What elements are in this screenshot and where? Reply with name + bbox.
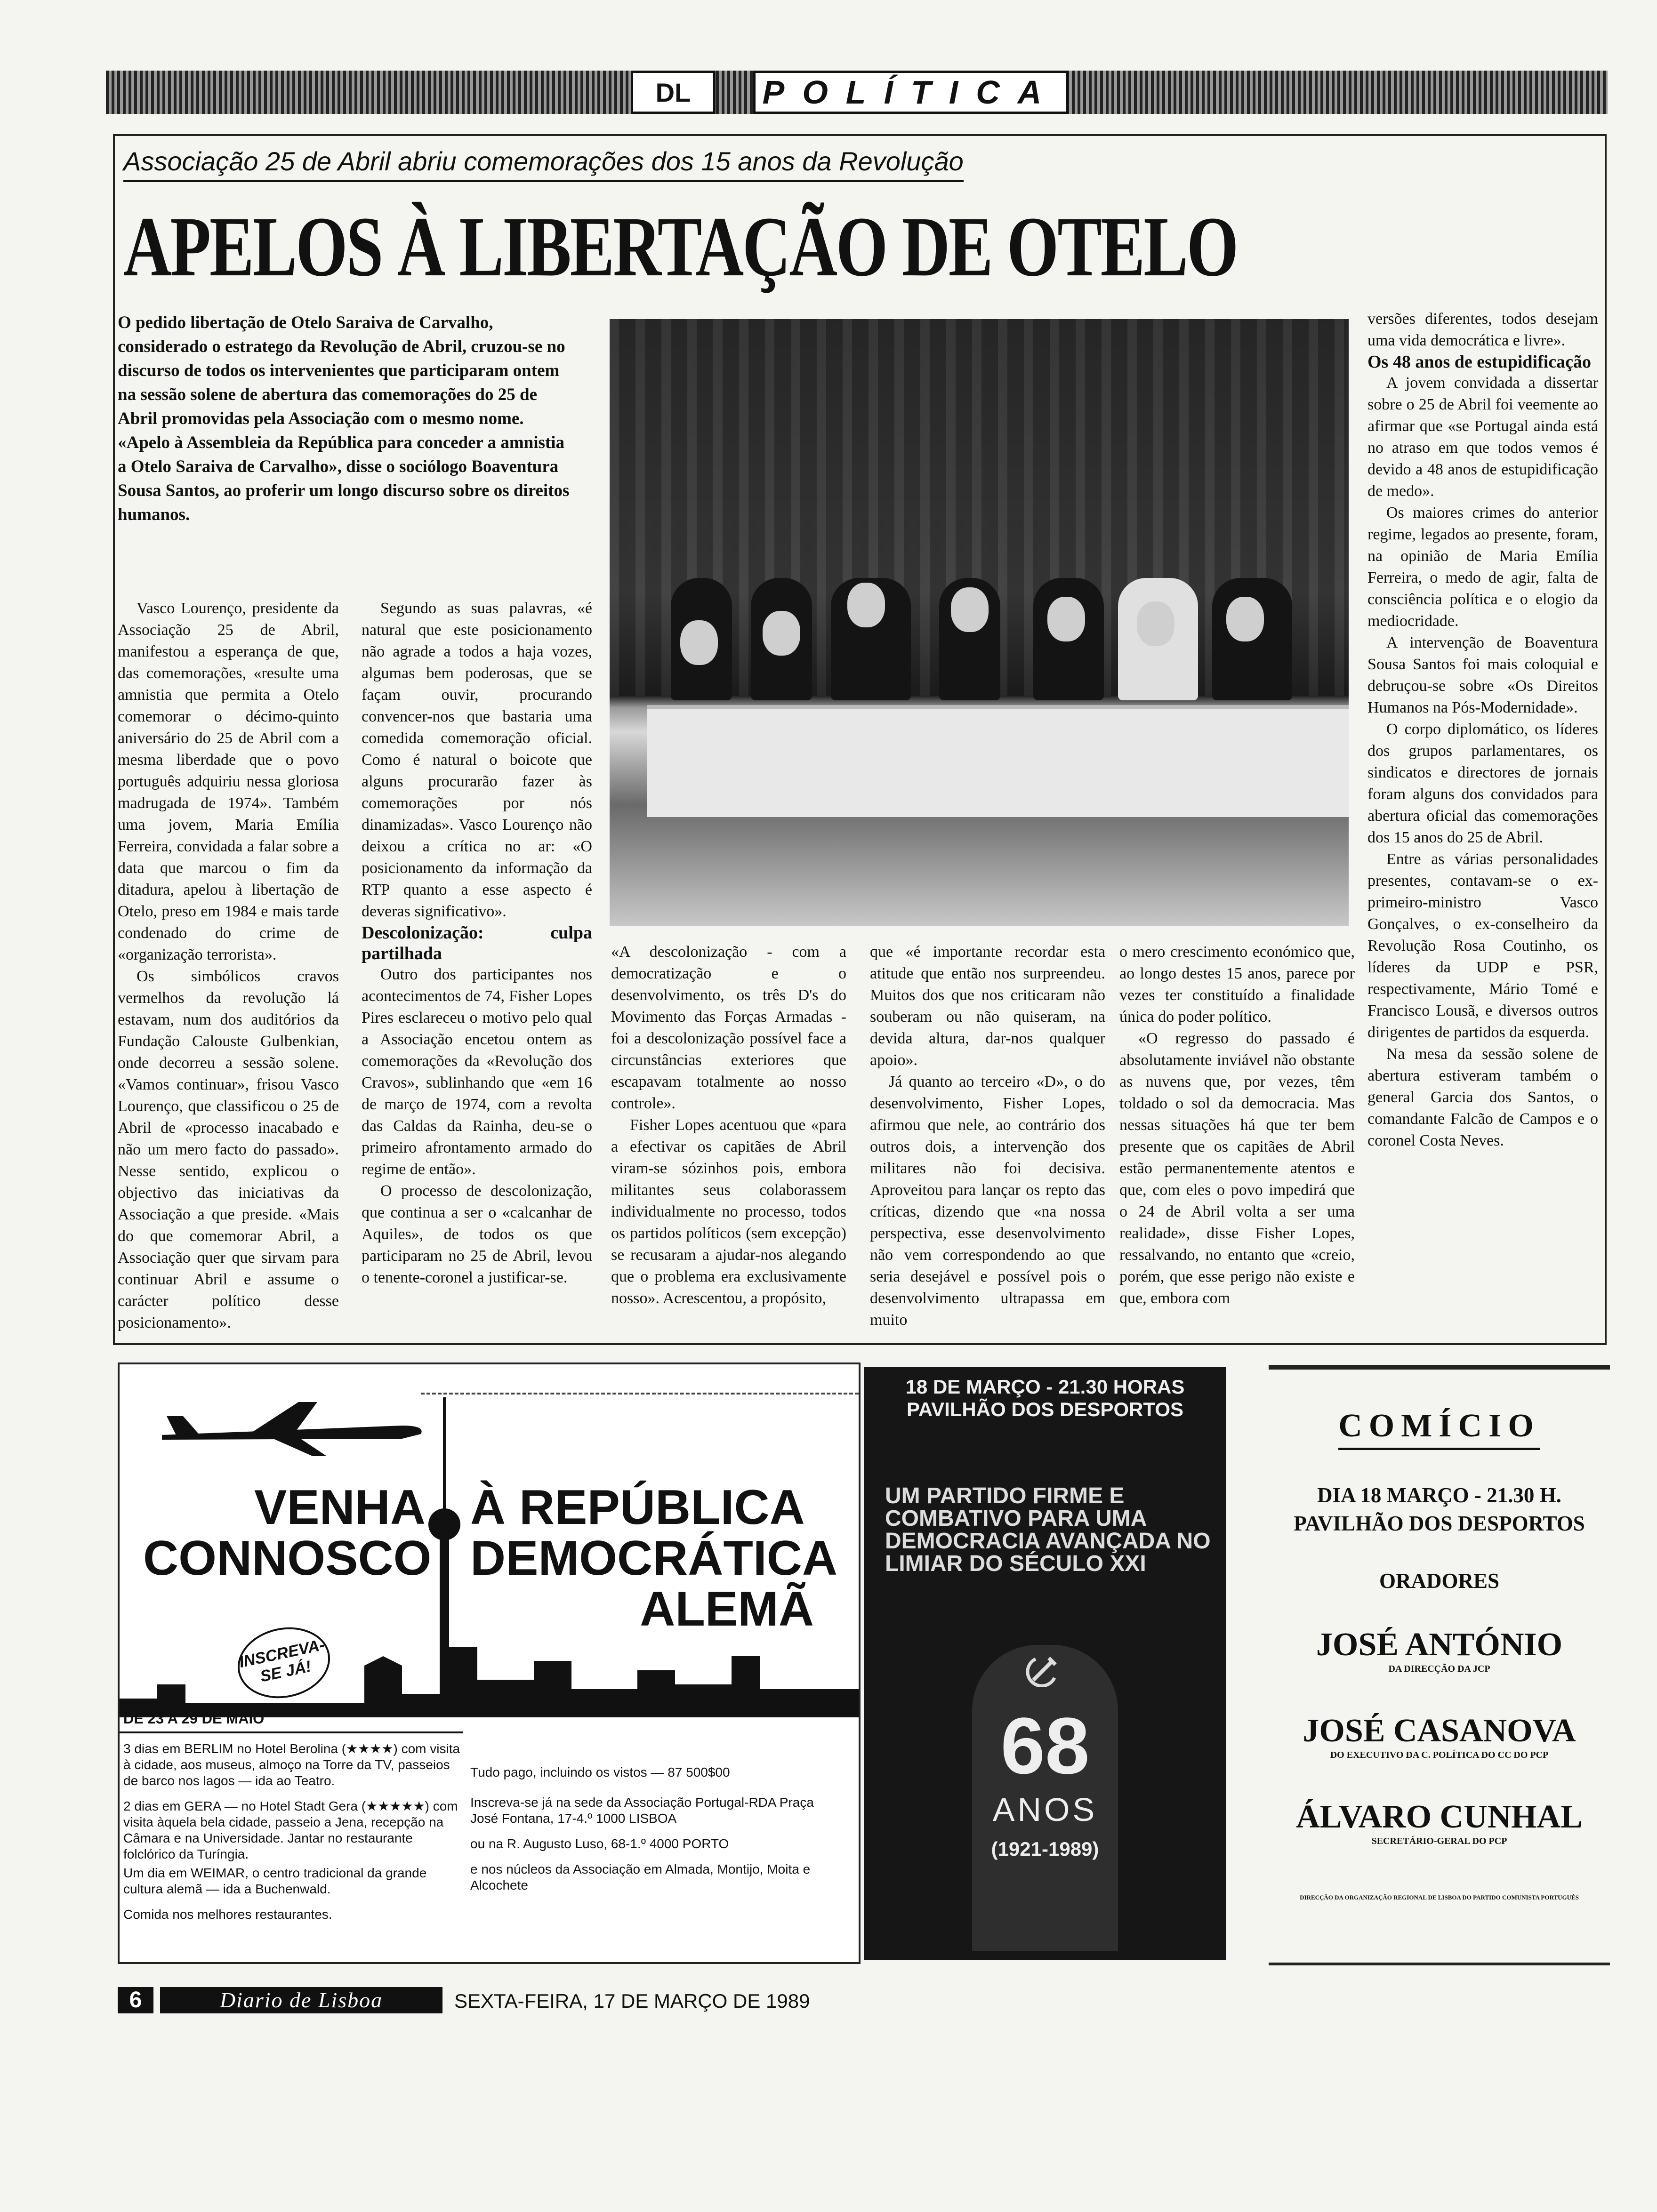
ad-travel-rda: [118, 1362, 861, 1964]
ad-title-line: CONNOSCO: [143, 1531, 432, 1586]
ad-dates: DE 23 A 29 DE MAIO: [123, 1710, 265, 1727]
paragraph: que «é importante recordar esta atitude que então nos surpreendeu. Muitos dos que nos criticaram não souberam ou não quiseram, na devida altura, dar-nos qualquer apoio».: [870, 943, 1105, 1069]
ad-right-list: [470, 1764, 837, 1893]
paragraph: O processo de descolonização, que continua a ser o «calcanhar de Aquiles», de todos os que participaram no 25 de Abril, levou o tenente-coronel a justificar-se.: [362, 1182, 592, 1286]
subhead: Descolonização: culpa partilhada: [362, 923, 592, 963]
years-range: (1921-1989): [991, 1838, 1099, 1860]
ad-party-anniversary: [864, 1367, 1226, 1960]
hammer-sickle-icon: [1026, 1650, 1064, 1687]
ad-item: Inscreva-se já na sede da Associação Portugal-RDA Praça José Fontana, 17-4.º 1000 LISBOA: [470, 1795, 814, 1826]
section-label: POLÍTICA: [753, 71, 1069, 114]
ad-title-line: À REPÚBLICA: [470, 1480, 805, 1535]
photo-face: [680, 620, 718, 665]
airplane-icon: [157, 1393, 430, 1459]
footer-date: SEXTA-FEIRA, 17 DE MARÇO DE 1989: [454, 1990, 810, 2012]
paragraph: Já quanto ao terceiro «D», o do desenvolvimento, Fisher Lopes, afirmou que nele, ao contrário dos outros dois, a intervenção dos militares não foi decisiva. Aproveitou para lançar os repto das críticas, dizendo que «na nossa perspectiva, esse desenvolvimento não vem correspondendo ao que seria desejável e possível pois o desenvolvimento ultrapassa em muito: [870, 1073, 1105, 1329]
article-column-2: [362, 598, 592, 1289]
speaker-role: DO EXECUTIVO DA C. POLÍTICA DO CC DO PCP: [1330, 1750, 1549, 1760]
city-skyline: [120, 1609, 859, 1717]
photo-face: [847, 583, 885, 627]
article-column-5: [1119, 941, 1355, 1309]
article-headline: APELOS À LIBERTAÇÃO DE OTELO: [123, 200, 1238, 294]
paragraph: «A descolonização - com a democratização e o desenvolvimento, os três D's do Movimento das Forças Armadas - foi a descolonização possível face a circunstâncias exteriores que escapavam totalmente ao nosso controle».: [611, 943, 846, 1112]
ad-title-line: DEMOCRÁTICA: [470, 1531, 837, 1586]
ad-item: ou na R. Augusto Luso, 68-1.º 4000 PORTO: [470, 1836, 729, 1851]
ad-left-list: [123, 1741, 462, 1923]
ad-item: Comida nos melhores restaurantes.: [123, 1907, 332, 1922]
paragraph: A intervenção de Boaventura Sousa Santos foi mais coloquial e debruçou-se sobre «Os Direitos Humanos na Pós-Modernidade».: [1367, 634, 1598, 716]
paragraph: O corpo diplomático, os líderes dos grupos parlamentares, os sindicatos e directores de jornais foram alguns dos convidados para abertura oficial das comemorações dos 15 anos do 25 de Abril.: [1367, 721, 1598, 846]
ad-item: e nos núcleos da Associação em Almada, Montijo, Moita e Alcochete: [470, 1862, 811, 1892]
photo-face: [1137, 601, 1174, 646]
article-column-4: [870, 941, 1105, 1331]
paragraph: Os maiores crimes do anterior regime, legados ao presente, foram, na opinião de Maria Emília Ferreira, o medo de agir, falta de consciência política e o elogio da mediocridade.: [1367, 504, 1598, 630]
ad-item: 3 dias em BERLIM no Hotel Berolina (★★★★) com visita à cidade, aos museus, almoço na Torre da TV, passeios de barco nos lagos — ida ao Teatro.: [123, 1741, 460, 1788]
signup-badge: INSCREVA-SE JÁ!: [231, 1619, 337, 1707]
divider: [120, 1731, 463, 1733]
article-kicker: Associação 25 de Abril abriu comemorações dos 15 anos da Revolução: [123, 146, 964, 182]
years-number: 68: [1000, 1701, 1090, 1791]
ad-item: Um dia em WEIMAR, o centro tradicional da grande cultura alemã — ida a Buchenwald.: [123, 1866, 427, 1896]
ad-when: [864, 1376, 1226, 1421]
ad-title-line: VENHA: [254, 1480, 426, 1535]
ad-item: 2 dias em GERA — no Hotel Stadt Gera (★★★★★) com visita àquela bela cidade, passeio a Jena, recepção na Câmara e na Universidade. Jantar no restaurante folclórico da Turíngia.: [123, 1799, 458, 1861]
paragraph: versões diferentes, todos desejam uma vida democrática e livre».: [1367, 310, 1598, 349]
page-number: 6: [118, 1987, 153, 2013]
dashed-rule: [421, 1393, 859, 1395]
rally-footer: DIRECÇÃO DA ORGANIZAÇÃO REGIONAL DE LISBOA DO PARTIDO COMUNISTA PORTUGUÊS: [1300, 1894, 1579, 1901]
speaker-name: ÁLVARO CUNHAL: [1296, 1799, 1583, 1835]
ad-line: PAVILHÃO DOS DESPORTOS: [906, 1398, 1184, 1420]
subhead: Os 48 anos de estupidificação: [1367, 352, 1592, 372]
paragraph: Vasco Lourenço, presidente da Associação 25 de Abril, manifestou a esperança de que, das comemorações, «resulte uma amnistia que permita a Otelo comemorar o décimo-quinto aniversário do 25 de Abril com a mesma liberdade que o povo português adquiriu nessa gloriosa madrugada de 1974». Também uma jovem, Maria Emília Ferreira, convidada a falar sobre a data que marcou o fim da ditadura, apelou à libertação de Otelo, preso em 1984 e mais tarde condenado do crime de «organização terrorista».: [118, 600, 339, 963]
paragraph: o mero crescimento económico que, ao longo destes 15 anos, parece por vezes ter constituído a finalidade única do poder político.: [1119, 943, 1355, 1026]
paragraph: Fisher Lopes acentuou que «para a efectivar os capitães de Abril viram-se sózinhos pois, embora militantes seus colaborassem individualmente no processo, todos os partidos políticos (sem excepção) se recusaram a ajudar-nos alegando que o problema era exclusivamente nosso». Acrescentou, a propósito,: [611, 1116, 846, 1307]
masthead-logo: DL: [631, 71, 716, 114]
ad-slogan: UM PARTIDO FIRME E COMBATIVO PARA UMA DEMOCRACIA AVANÇADA NO LIMIAR DO SÉCULO XXI: [885, 1483, 1211, 1576]
photo-face: [1047, 597, 1085, 641]
paragraph: «O regresso do passado é absolutamente inviável não obstante as nuvens que, por vezes, têm toldado o sol da democracia. Mas nessas situações há que ter bem presente que os capitães de Abril estão permanentemente atentos e que, com eles o povo impedirá que o 24 de Abril volta a ser uma realidade», disse Fisher Lopes, ressalvando, no entanto que «creio, porém, que esse perigo não existe e que, embora com: [1119, 1030, 1355, 1307]
photo-table: [647, 705, 1349, 817]
speakers-label: ORADORES: [1379, 1569, 1500, 1593]
article-column-6: [1367, 308, 1598, 1152]
photo-face: [951, 587, 989, 632]
years-word: ANOS: [992, 1791, 1098, 1828]
ad-comicio: [1269, 1365, 1610, 1965]
speaker-name: JOSÉ ANTÓNIO: [1316, 1627, 1563, 1663]
speaker-name: JOSÉ CASANOVA: [1303, 1713, 1576, 1749]
photo-face: [763, 611, 800, 656]
rally-when: DIA 18 MARÇO - 21.30 H.: [1317, 1483, 1561, 1507]
ad-line: 18 DE MARÇO - 21.30 HORAS: [905, 1376, 1185, 1398]
ad-item: Tudo pago, incluindo os vistos — 87 500$00: [470, 1765, 730, 1779]
article-column-3: [611, 941, 846, 1309]
rally-where: PAVILHÃO DOS DESPORTOS: [1294, 1512, 1585, 1535]
article-lead: O pedido libertação de Otelo Saraiva de Carvalho, considerado o estratego da Revolução de Abril, cruzou-se no discurso de todos os intervenientes que participaram ontem na sessão solene de abertura das comemorações do 25 de Abril promovidas pela Associação com o mesmo nome. «Apelo à Assembleia da República para conceder a amnistia a Otelo Saraiva de Carvalho», disse o sociólogo Boaventura Sousa Santos, ao proferir um longo discurso sobre os direitos humanos.: [118, 313, 570, 524]
ad-title-line: ALEMÃ: [640, 1582, 814, 1636]
speaker-role: DA DIRECÇÃO DA JCP: [1388, 1664, 1490, 1674]
event-photo: [610, 319, 1349, 926]
paragraph: Segundo as suas palavras, «é natural que este posicionamento não agrade a todos a haja vozes, algumas bem poderosas, que se façam ouvir, procurando convencer-nos que bastaria uma comedida comemoração oficial. Como é natural o boicote que alguns procurarão fazer às comemorações por nós dinamizadas». Vasco Lourenço não deixou a crítica no ar: «O posicionamento da informação da RTP quanto a esse aspecto é deveras significativo».: [362, 600, 592, 920]
photo-face: [1226, 597, 1264, 641]
rally-title: COMÍCIO: [1338, 1407, 1540, 1450]
footer-masthead: Diario de Lisboa: [160, 1987, 442, 2013]
paragraph: A jovem convidada a dissertar sobre o 25 de Abril foi veemente ao afirmar que «se Portugal ainda está no atraso em que todos vemos é devido a 48 anos de estupidificação de medo».: [1367, 374, 1598, 500]
paragraph: Entre as várias personalidades presentes, contavam-se o ex-primeiro-ministro Vasco Gonçalves, o ex-conselheiro da Revolução Rosa Coutinho, os líderes da UDP e PSR, respectivamente, Mário Tomé e Francisco Lousã, e diversos outros dirigentes de partidos da esquerda.: [1367, 850, 1598, 1041]
paragraph: Outro dos participantes nos acontecimentos de 74, Fisher Lopes Pires esclareceu o motivo pelo qual a Associação encetou ontem as comemorações da «Revolução dos Cravos», sublinhando que «em 16 de março de 1974, com a revolta das Caldas da Rainha, deu-se o primeiro afrontamento armado do regime de então».: [362, 966, 592, 1178]
ad-title-left: [143, 1480, 432, 1586]
paragraph: Os simbólicos cravos vermelhos da revolução lá estavam, num dos auditórios da Fundação Calouste Gulbenkian, onde decorreu a sessão solene. «Vamos continuar», frisou Vasco Lourenço, que classificou o 25 de Abril de «processo inacabado e não um mero facto do passado». Nesse sentido, explicou o objectivo das iniciativas da Associação a que preside. «Mais do que comemorar Abril, a Associação quer que sirvam para continuar Abril e assume o carácter político desse posicionamento».: [118, 968, 339, 1331]
speaker-role: SECRETÁRIO-GERAL DO PCP: [1371, 1836, 1507, 1846]
paragraph: Na mesa da sessão solene de abertura estiveram também o general Garcia dos Santos, o comandante Falcão de Campos e o coronel Costa Neves.: [1367, 1045, 1598, 1149]
article-column-1: [118, 598, 339, 1334]
